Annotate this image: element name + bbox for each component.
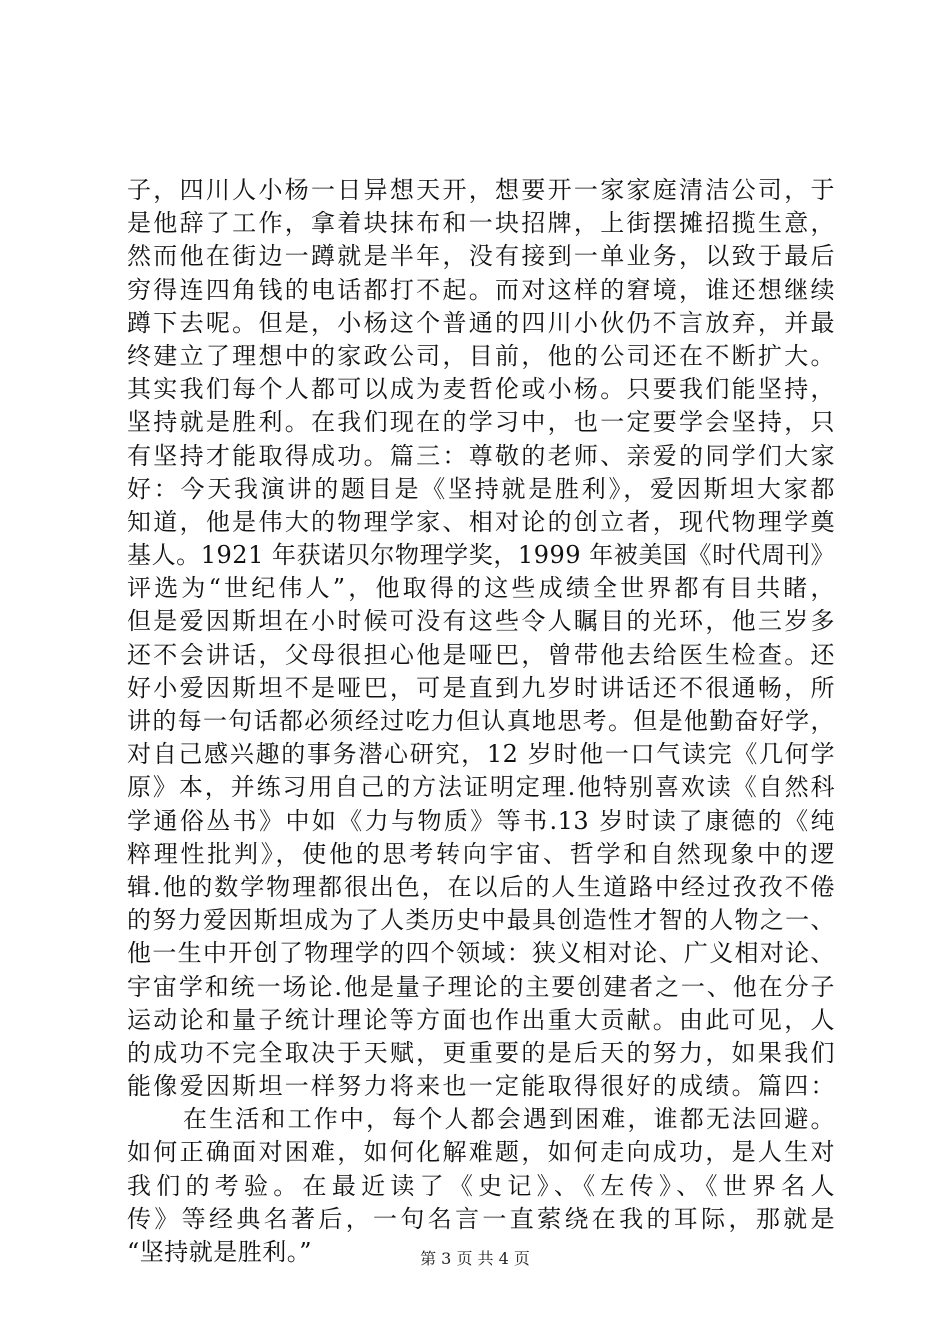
text-line: 传》等经典名著后，一句名言一直萦绕在我的耳际，那就是	[127, 1204, 835, 1233]
text-line: 然而他在街边一蹲就是半年，没有接到一单业务，以致于最后	[127, 242, 835, 271]
text-line: 蹲下去呢。但是，小杨这个普通的四川小伙仍不言放弃，并最	[127, 308, 835, 337]
text-line: 其实我们每个人都可以成为麦哲伦或小杨。只要我们能坚持，	[127, 375, 835, 404]
text-line: 有坚持才能取得成功。篇三：尊敬的老师、亲爱的同学们大家	[127, 441, 835, 470]
text-line: 辑.他的数学物理都很出色，在以后的人生道路中经过孜孜不倦	[127, 872, 835, 901]
text-line: 原》本，并练习用自己的方法证明定理.他特别喜欢读《自然科	[127, 773, 835, 802]
text-line: 运动论和量子统计理论等方面也作出重大贡献。由此可见，人	[127, 1005, 835, 1034]
text-line: 讲的每一句话都必须经过吃力但认真地思考。但是他勤奋好学，	[127, 707, 835, 735]
text-line: 还不会讲话，父母很担心他是哑巴，曾带他去给医生检查。还	[127, 640, 835, 669]
text-line: “坚持就是胜利。”	[127, 1238, 313, 1266]
page-footer: 第 3 页 共 4 页	[420, 1249, 530, 1268]
text-line: 好小爱因斯坦不是哑巴，可是直到九岁时讲话还不很通畅，所	[127, 673, 835, 702]
text-line: 知道，他是伟大的物理学家、相对论的创立者，现代物理学奠	[127, 507, 835, 536]
text-line: 但是爱因斯坦在小时候可没有这些令人瞩目的光环，他三岁多	[127, 607, 835, 636]
text-line: 的成功不完全取决于天赋，更重要的是后天的努力，如果我们	[127, 1038, 835, 1067]
text-line: 终建立了理想中的家政公司，目前，他的公司还在不断扩大。	[127, 341, 835, 370]
text-line: 的努力爱因斯坦成为了人类历史中最具创造性才智的人物之一、	[127, 906, 835, 935]
text-line: 穷得连四角钱的电话都打不起。而对这样的窘境，谁还想继续	[127, 275, 835, 304]
body-text	[127, 174, 835, 1269]
text-line: 子，四川人小杨一日异想天开，想要开一家家庭清洁公司，于	[127, 176, 835, 204]
text-line: 能像爱因斯坦一样努力将来也一定能取得很好的成绩。篇四：	[127, 1072, 835, 1101]
text-line: 评选为“世纪伟人”，他取得的这些成绩全世界都有目共睹，	[127, 574, 835, 603]
text-line: 好：今天我演讲的题目是《坚持就是胜利》，爱因斯坦大家都	[127, 474, 835, 503]
text-line: 他一生中开创了物理学的四个领域：狭义相对论、广义相对论、	[127, 939, 835, 968]
text-line: 宇宙学和统一场论.他是量子理论的主要创建者之一、他在分子	[127, 972, 835, 1001]
text-line: 如何正确面对困难，如何化解难题，如何走向成功，是人生对	[127, 1138, 835, 1167]
text-line: 粹理性批判》，使他的思考转向宇宙、哲学和自然现象中的逻	[127, 839, 835, 868]
text-line: 对自己感兴趣的事务潜心研究，12 岁时他一口气读完《几何学	[127, 740, 835, 769]
text-line: 是他辞了工作，拿着块抹布和一块招牌，上街摆摊招揽生意，	[127, 209, 835, 238]
text-line: 学通俗丛书》中如《力与物质》等书.13 岁时读了康德的《纯	[127, 806, 835, 835]
text-line: 基人。1921 年获诺贝尔物理学奖，1999 年被美国《时代周刊》	[127, 541, 835, 570]
paragraph-first-line: 在生活和工作中，每个人都会遇到困难，谁都无法回避。	[183, 1105, 835, 1134]
text-line: 坚持就是胜利。在我们现在的学习中，也一定要学会坚持，只	[127, 408, 835, 437]
text-line: 我们的考验。在最近读了《史记》、《左传》、《世界名人	[127, 1171, 835, 1200]
